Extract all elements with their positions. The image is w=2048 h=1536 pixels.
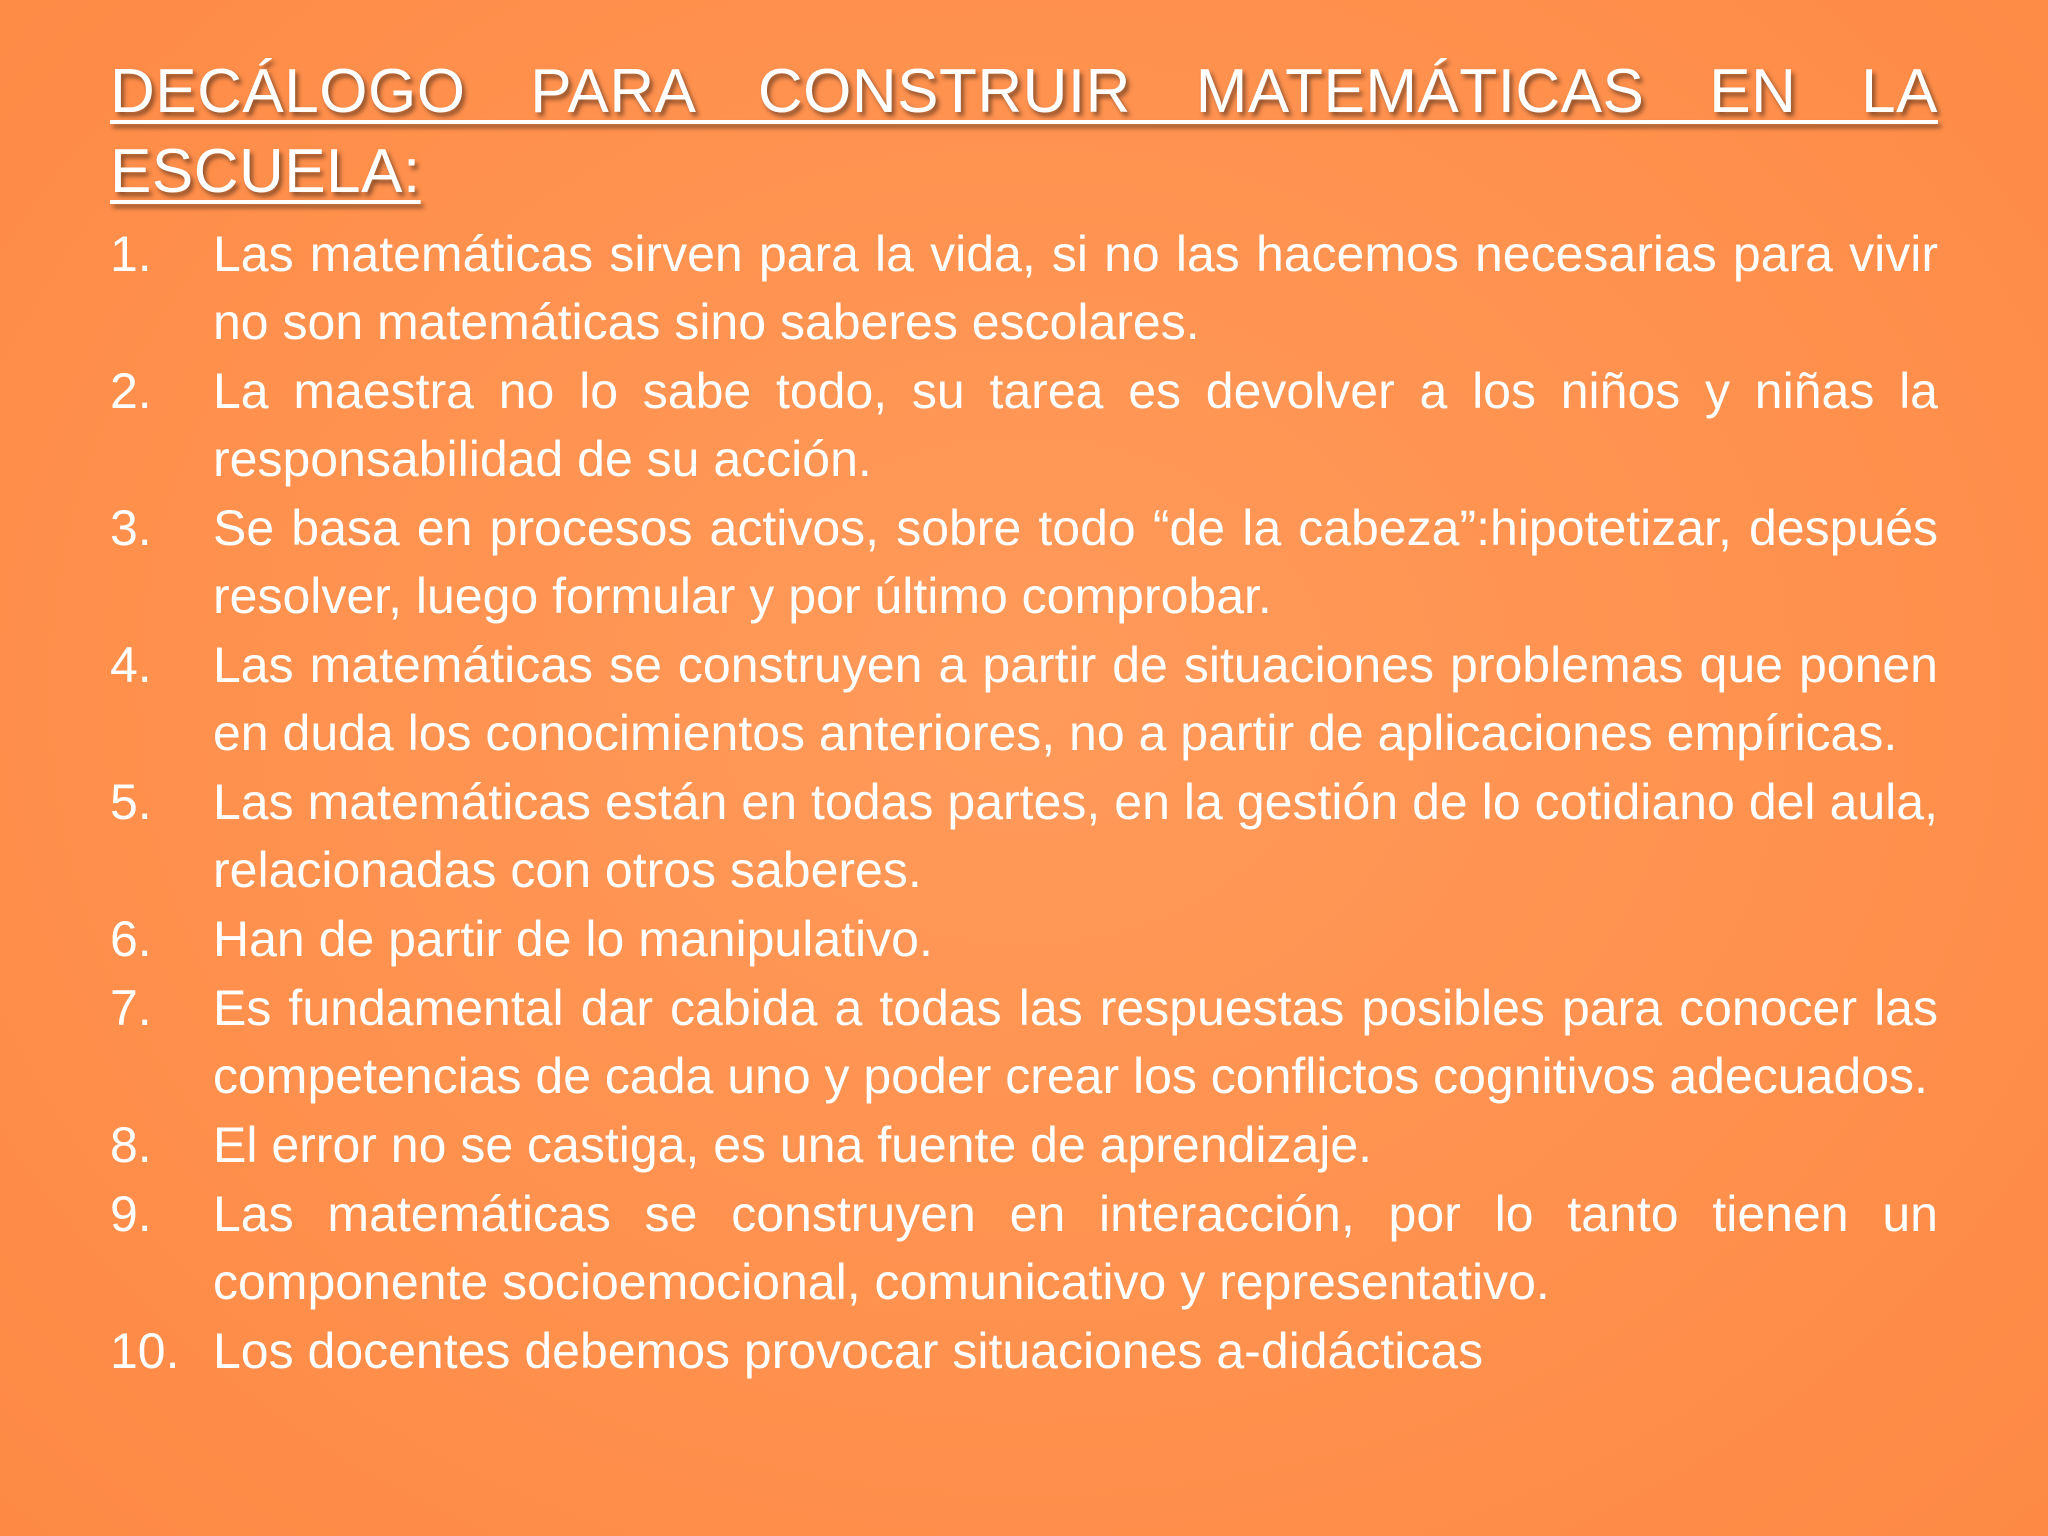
list-item-text: Las matemáticas están en todas partes, en la gestión de lo cotidiano del aula, relacionadas con otros saberes. [213,774,1938,898]
list-item-text: Se basa en procesos activos, sobre todo “de la cabeza”:hipotetizar, después resolver, luego formular y por último comprobar. [213,500,1938,624]
list-item-number: 7. [110,980,152,1036]
list-item [110,1111,1938,1179]
list-item [110,1317,1938,1385]
list-item-text: Es fundamental dar cabida a todas las respuestas posibles para conocer las competencias de cada uno y poder crear los conflictos cognitivos adecuados. [213,980,1938,1104]
list-item-number: 5. [110,774,152,830]
slide-title-line-2: ESCUELA: [110,137,421,206]
list-item-number: 10. [110,1323,180,1379]
list-item [110,974,1938,1110]
list-item-text: El error no se castiga, es una fuente de aprendizaje. [213,1117,1373,1173]
list-item-number: 8. [110,1117,152,1173]
list-item [110,357,1938,493]
list-item-number: 9. [110,1186,152,1242]
list-item [110,220,1938,356]
list-item [110,1180,1938,1316]
list-item-number: 3. [110,500,152,556]
list-item-number: 6. [110,911,152,967]
list-item-number: 1. [110,226,152,282]
list-item [110,905,1938,973]
slide-title [110,52,1938,212]
list-item-number: 4. [110,637,152,693]
list-item-text: Las matemáticas se construyen a partir de situaciones problemas que ponen en duda los conocimientos anteriores, no a partir de aplicaciones empíricas. [213,637,1938,761]
list-item-text: Las matemáticas sirven para la vida, si no las hacemos necesarias para vivir no son matemáticas sino saberes escolares. [213,226,1938,350]
slide-content [110,52,1938,1386]
decalogue-list [110,220,1938,1385]
list-item-text: Los docentes debemos provocar situaciones a-didácticas [213,1323,1484,1379]
slide-title-line-1: DECÁLOGO PARA CONSTRUIR MATEMÁTICAS EN LA [110,57,1938,126]
list-item [110,768,1938,904]
list-item-text: Las matemáticas se construyen en interacción, por lo tanto tienen un componente socioemocional, comunicativo y representativo. [213,1186,1938,1310]
list-item-text: Han de partir de lo manipulativo. [213,911,933,967]
list-item-text: La maestra no lo sabe todo, su tarea es devolver a los niños y niñas la responsabilidad de su acción. [213,363,1938,487]
list-item-number: 2. [110,363,152,419]
list-item [110,631,1938,767]
list-item [110,494,1938,630]
